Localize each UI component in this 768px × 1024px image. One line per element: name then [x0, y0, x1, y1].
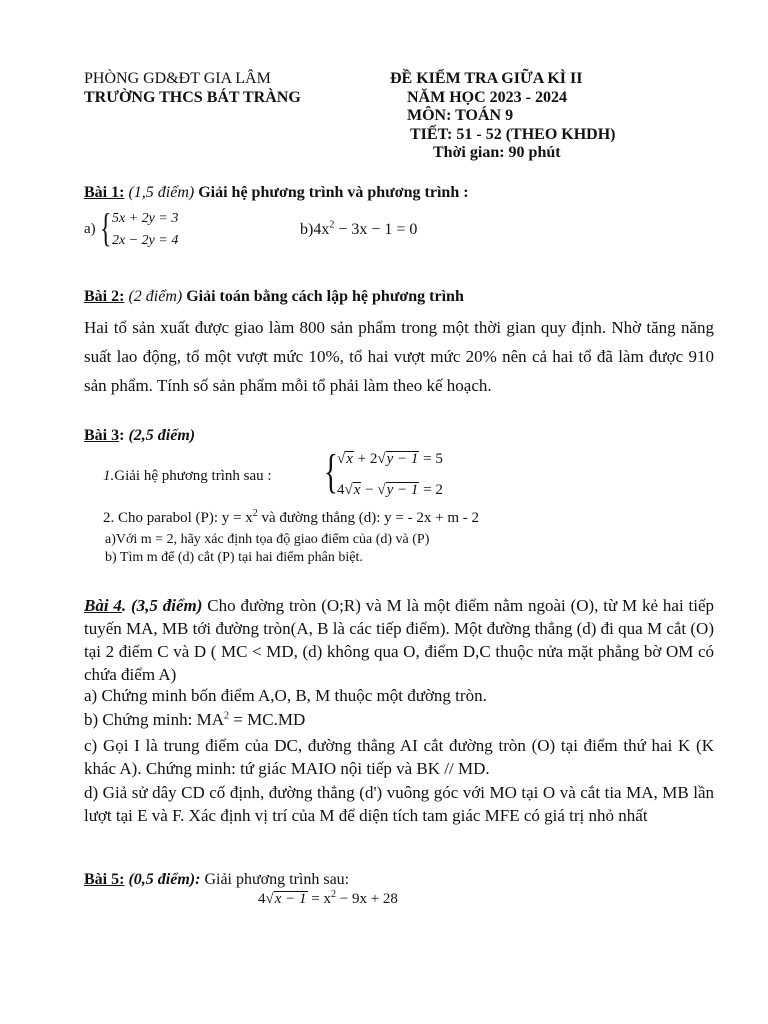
- bai4-a: a) Chứng minh bốn điểm A,O, B, M thuộc một đường tròn.: [84, 686, 487, 705]
- subject: MÔN: TOÁN 9: [407, 107, 514, 124]
- bai4-b: b) Chứng minh: $MA^2 = MC.MD$: [84, 710, 306, 729]
- bai3-eq1: √x + 2√y − 1 = 5: [337, 451, 443, 467]
- bai1-title: Giải hệ phương trình và phương trình :: [198, 184, 469, 201]
- school-name: TRƯỜNG THCS BÁT TRÀNG: [84, 89, 301, 106]
- bai3-heading: Bài 3: (2,5 điểm): [84, 427, 196, 444]
- bai1-b: $b)4x^2 - 3x - 1 = 0$: [300, 219, 418, 238]
- bai2-text: Hai tổ sản xuất được giao làm 800 sản phẩm trong một thời gian quy định. Nhờ tăng năng suất lao động, tổ một vượt mức 10%, tổ hai vượt mức 20% nên cả hai tổ đã làm được 910 sản phẩm. Tính số sản phẩm mỗi tổ phải làm theo kế hoạch.: [84, 318, 714, 395]
- bai2-heading: [84, 288, 464, 306]
- bai1-a-label: a): [84, 221, 96, 237]
- bai5-title: Giải phương trình sau:: [200, 871, 350, 888]
- bai1-eq1: 5x + 2y = 3: [112, 211, 179, 226]
- bai3-eq2: 4√x − √y − 1 = 2: [337, 482, 443, 498]
- exam-title: ĐỀ KIỂM TRA GIỮA KÌ II: [390, 70, 583, 87]
- system-brace-icon: {: [324, 445, 338, 498]
- bai1-heading: [84, 184, 469, 202]
- bai3-qb: b) Tìm m để (d) cắt (P) tại hai điểm phân biệt.: [105, 550, 363, 565]
- time-limit: Thời gian: 90 phút: [433, 144, 561, 161]
- system-brace-icon: {: [100, 205, 112, 250]
- bai1-eq2: 2x − 2y = 4: [112, 233, 179, 248]
- bai4-points: . (3,5 điểm): [121, 596, 203, 615]
- bai3-label: Bài 3: [84, 427, 120, 444]
- bai4-intro: Bài 4. (3,5 điểm) Cho đường tròn (O;R) và M là một điểm nằm ngoài (O), từ M kẻ hai tiếp tuyến MA, MB tới đường tròn(A, B là các tiếp điểm). Một đường thẳng (d) đi qua M cắt (O) tại 2 điểm C và D ( MC < MD, (d) không qua O, điểm D,C thuộc nửa mặt phẳng bờ OM có chứa điểm A): [84, 596, 715, 684]
- bai5-equation: $4√x - 1 = x^2 - 9x + 28$: [258, 889, 398, 907]
- bai3-points: (2,5 điểm): [128, 427, 196, 444]
- bai1-points: (1,5 điểm): [128, 184, 195, 201]
- bai5-points: (0,5 điểm):: [128, 871, 201, 888]
- bai4-label: Bài 4: [84, 596, 122, 615]
- lesson-number: TIẾT: 51 - 52 (THEO KHDH): [410, 126, 616, 143]
- bai4-d: d) Giả sử dây CD cố định, đường thẳng (d') vuông góc với MO tại O và cắt tia MA, MB lần lượt tại E và F. Xác định vị trí của M để diện tích tam giác MFE có giá trị nhỏ nhất: [84, 783, 714, 825]
- bai5-heading: [84, 871, 349, 889]
- bai2-points: (2 điểm): [128, 288, 183, 305]
- bai1-label: Bài 1:: [84, 184, 125, 201]
- bai4-c: c) Gọi I là trung điểm của DC, đường thẳng AI cắt đường tròn (O) tại điểm thứ hai K (K khác A). Chứng minh: tứ giác MAIO nội tiếp và BK // MD.: [84, 736, 714, 778]
- bai3-qa: a)Với m = 2, hãy xác định tọa độ giao điểm của (d) và (P): [105, 532, 430, 547]
- bai2-title: Giải toán bằng cách lập hệ phương trình: [186, 288, 464, 305]
- department-name: PHÒNG GD&ĐT GIA LÂM: [84, 70, 271, 87]
- school-year: NĂM HỌC 2023 - 2024: [407, 89, 567, 106]
- bai3-q2: 2. Cho parabol (P): $y = x^2$ và đường thẳng (d): y = - 2x + m - 2: [103, 508, 479, 526]
- bai5-label: Bài 5:: [84, 871, 125, 888]
- bai3-q1: 1.Giải hệ phương trình sau :: [103, 468, 272, 484]
- bai2-label: Bài 2:: [84, 288, 125, 305]
